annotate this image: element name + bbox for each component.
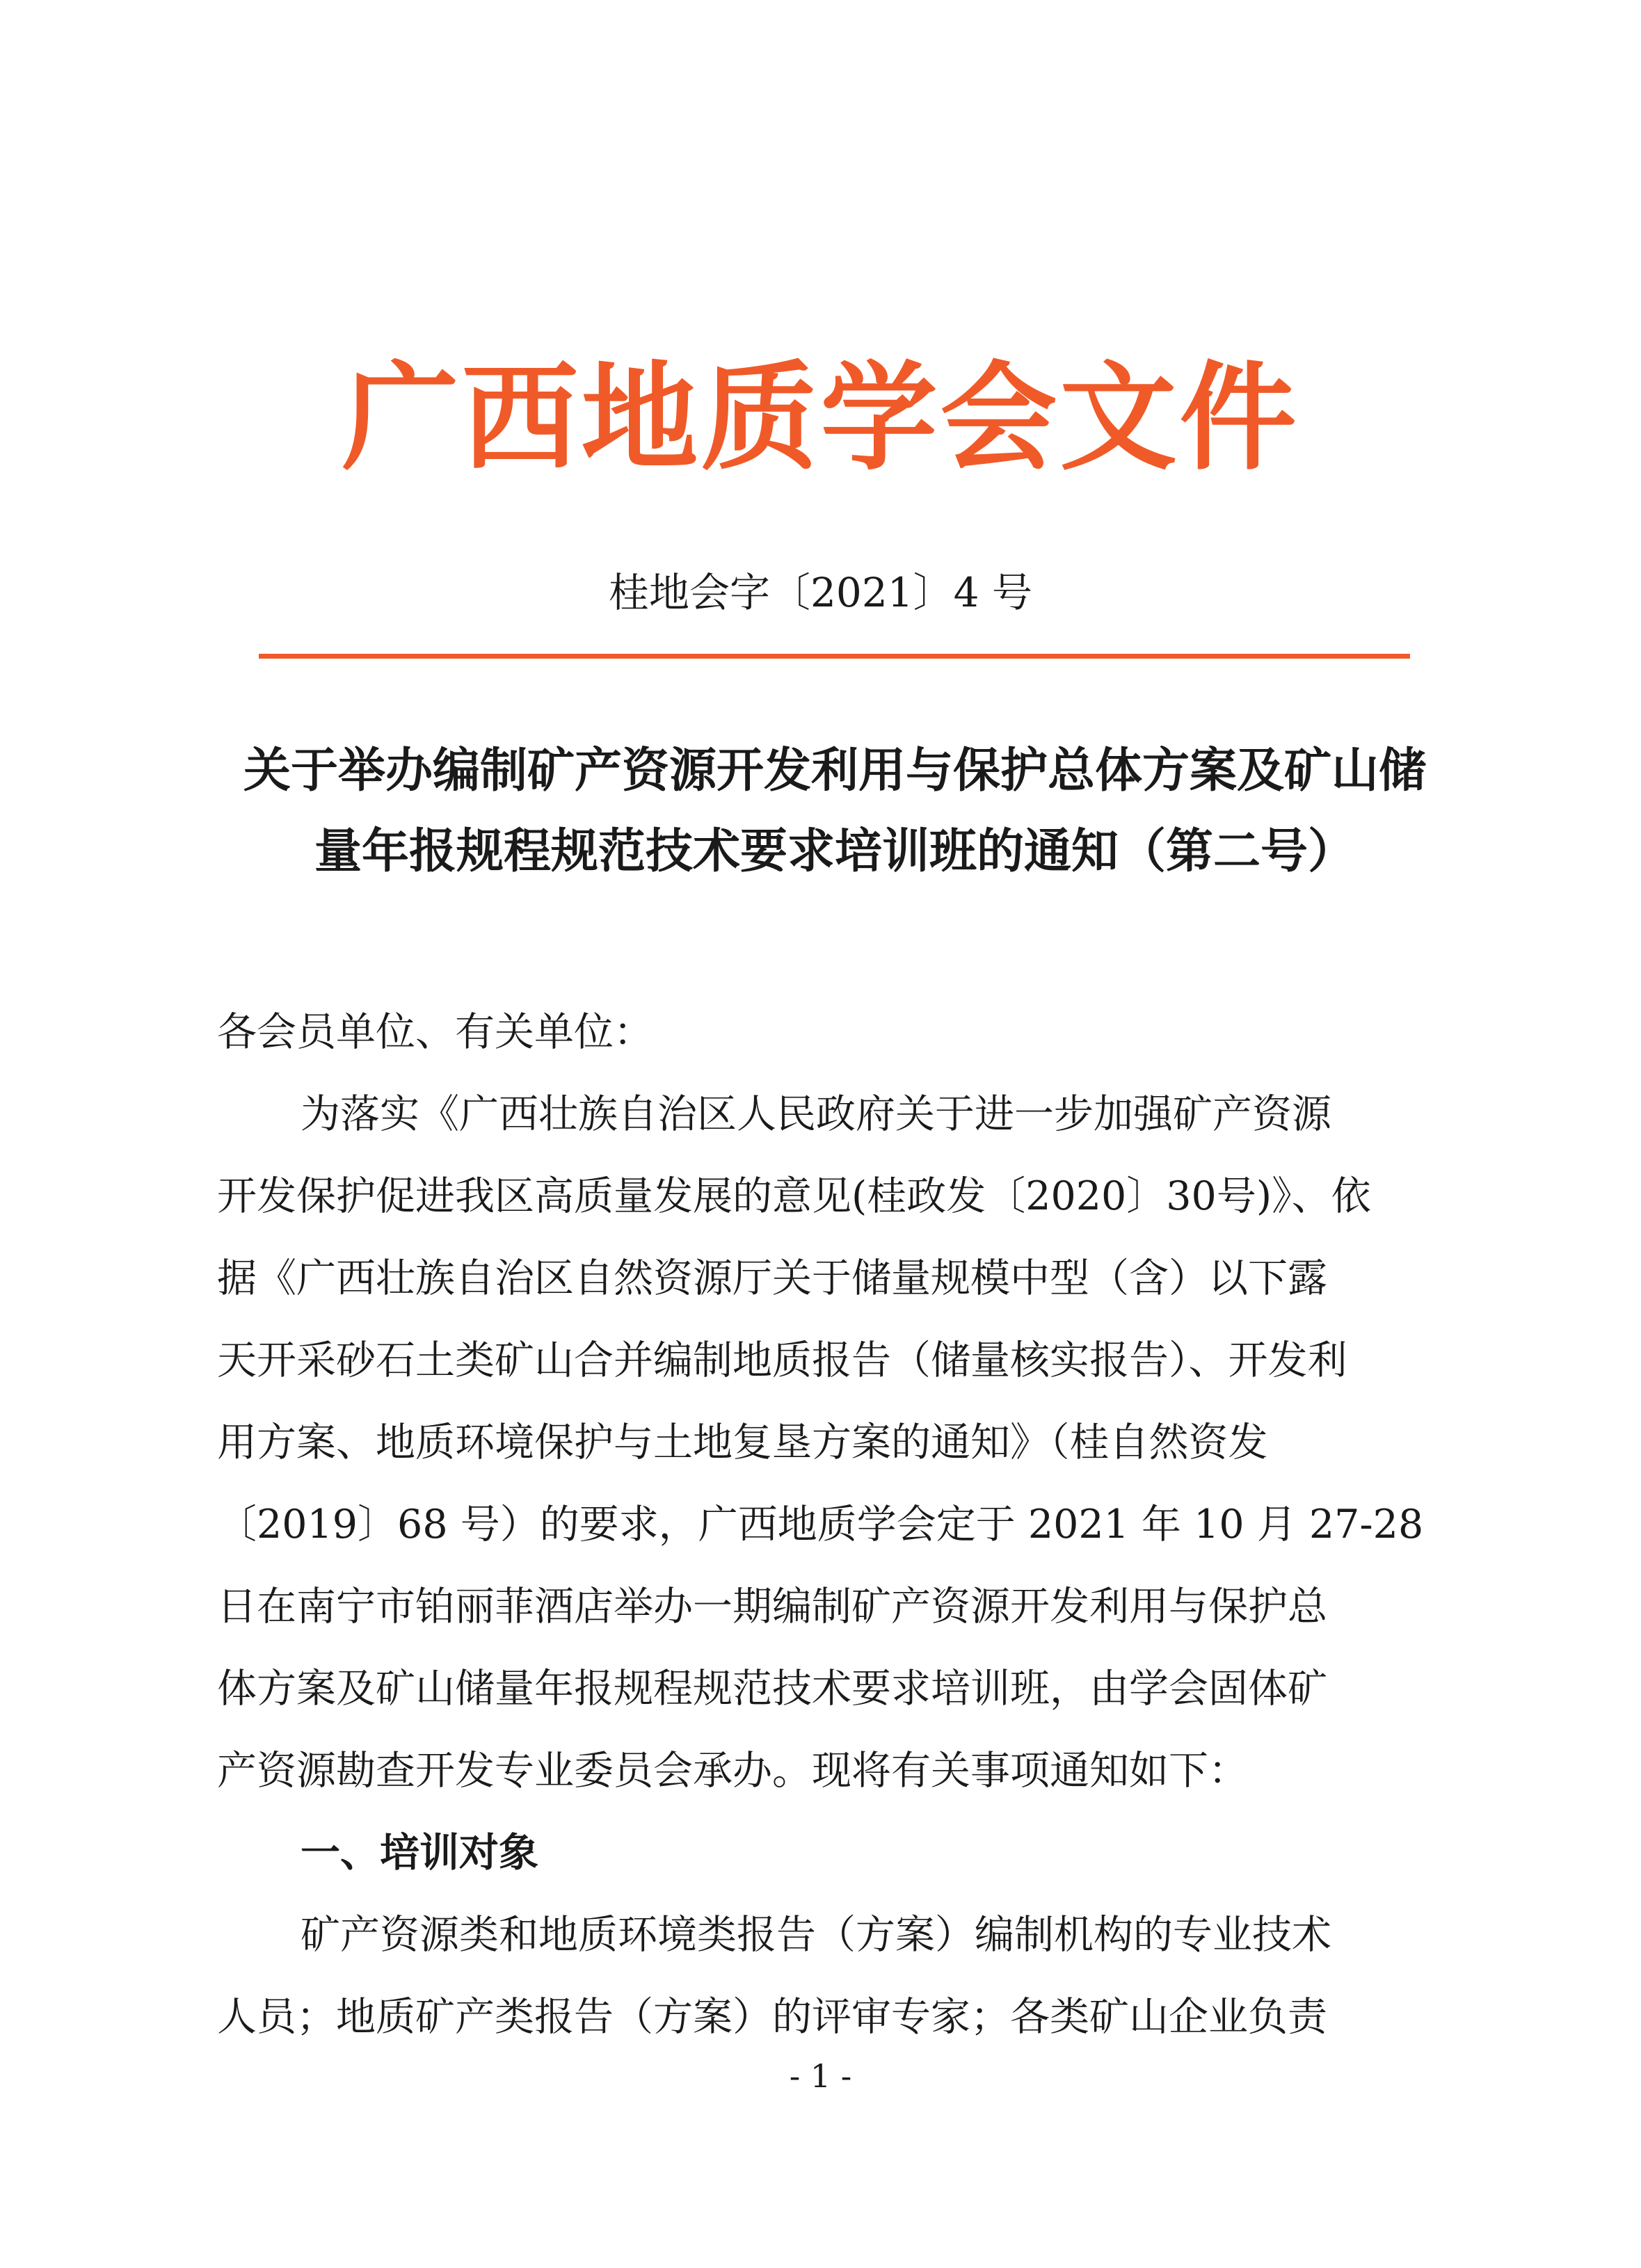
paragraph-1-line: 为落实《广西壮族自治区人民政府关于进一步加强矿产资源 xyxy=(301,1091,1331,1137)
paragraph-1-line: 日在南宁市铂丽菲酒店举办一期编制矿产资源开发利用与保护总 xyxy=(217,1584,1327,1630)
paragraph-1-line: 开发保护促进我区高质量发展的意见(桂政发〔2020〕30号)》、依 xyxy=(217,1173,1371,1219)
notice-title xyxy=(209,730,1461,892)
paragraph-2-line: 人员；地质矿产类报告（方案）的评审专家；各类矿山企业负责 xyxy=(217,1994,1327,2040)
paragraph-1-line: 产资源勘查开发专业委员会承办。现将有关事项通知如下： xyxy=(217,1748,1248,1794)
paragraph-2-line: 矿产资源类和地质环境类报告（方案）编制机构的专业技术 xyxy=(301,1912,1331,1958)
paragraph-1-line: 据《广西壮族自治区自然资源厅关于储量规模中型（含）以下露 xyxy=(217,1255,1327,1301)
paragraph-1-line: 体方案及矿山储量年报规程规范技术要求培训班，由学会固体矿 xyxy=(217,1666,1327,1712)
paragraph-1-line: 用方案、地质环境保护与土地复垦方案的通知》（桂自然资发 xyxy=(217,1419,1268,1465)
paragraph-1-line: 〔2019〕68 号）的要求，广西地质学会定于 2021 年 10 月 27-28 xyxy=(217,1502,1424,1547)
paragraph-1-line: 天开采砂石土类矿山合并编制地质报告（储量核实报告）、开发利 xyxy=(217,1337,1347,1383)
document-body xyxy=(217,991,1469,2058)
section-heading-training-targets: 一、培训对象 xyxy=(301,1829,538,1876)
red-divider-line xyxy=(259,654,1410,659)
salutation: 各会员单位、有关单位： xyxy=(217,1009,653,1055)
notice-title-line-1: 关于举办编制矿产资源开发利用与保护总体方案及矿山储 xyxy=(243,743,1426,798)
document-number: 桂地会字〔2021〕4 号 xyxy=(609,569,1032,616)
page-number: - 1 - xyxy=(789,2057,852,2095)
notice-title-line-2: 量年报规程规范技术要求培训班的通知（第二号） xyxy=(314,823,1355,879)
masthead-title: 广西地质学会文件 xyxy=(342,348,1299,486)
